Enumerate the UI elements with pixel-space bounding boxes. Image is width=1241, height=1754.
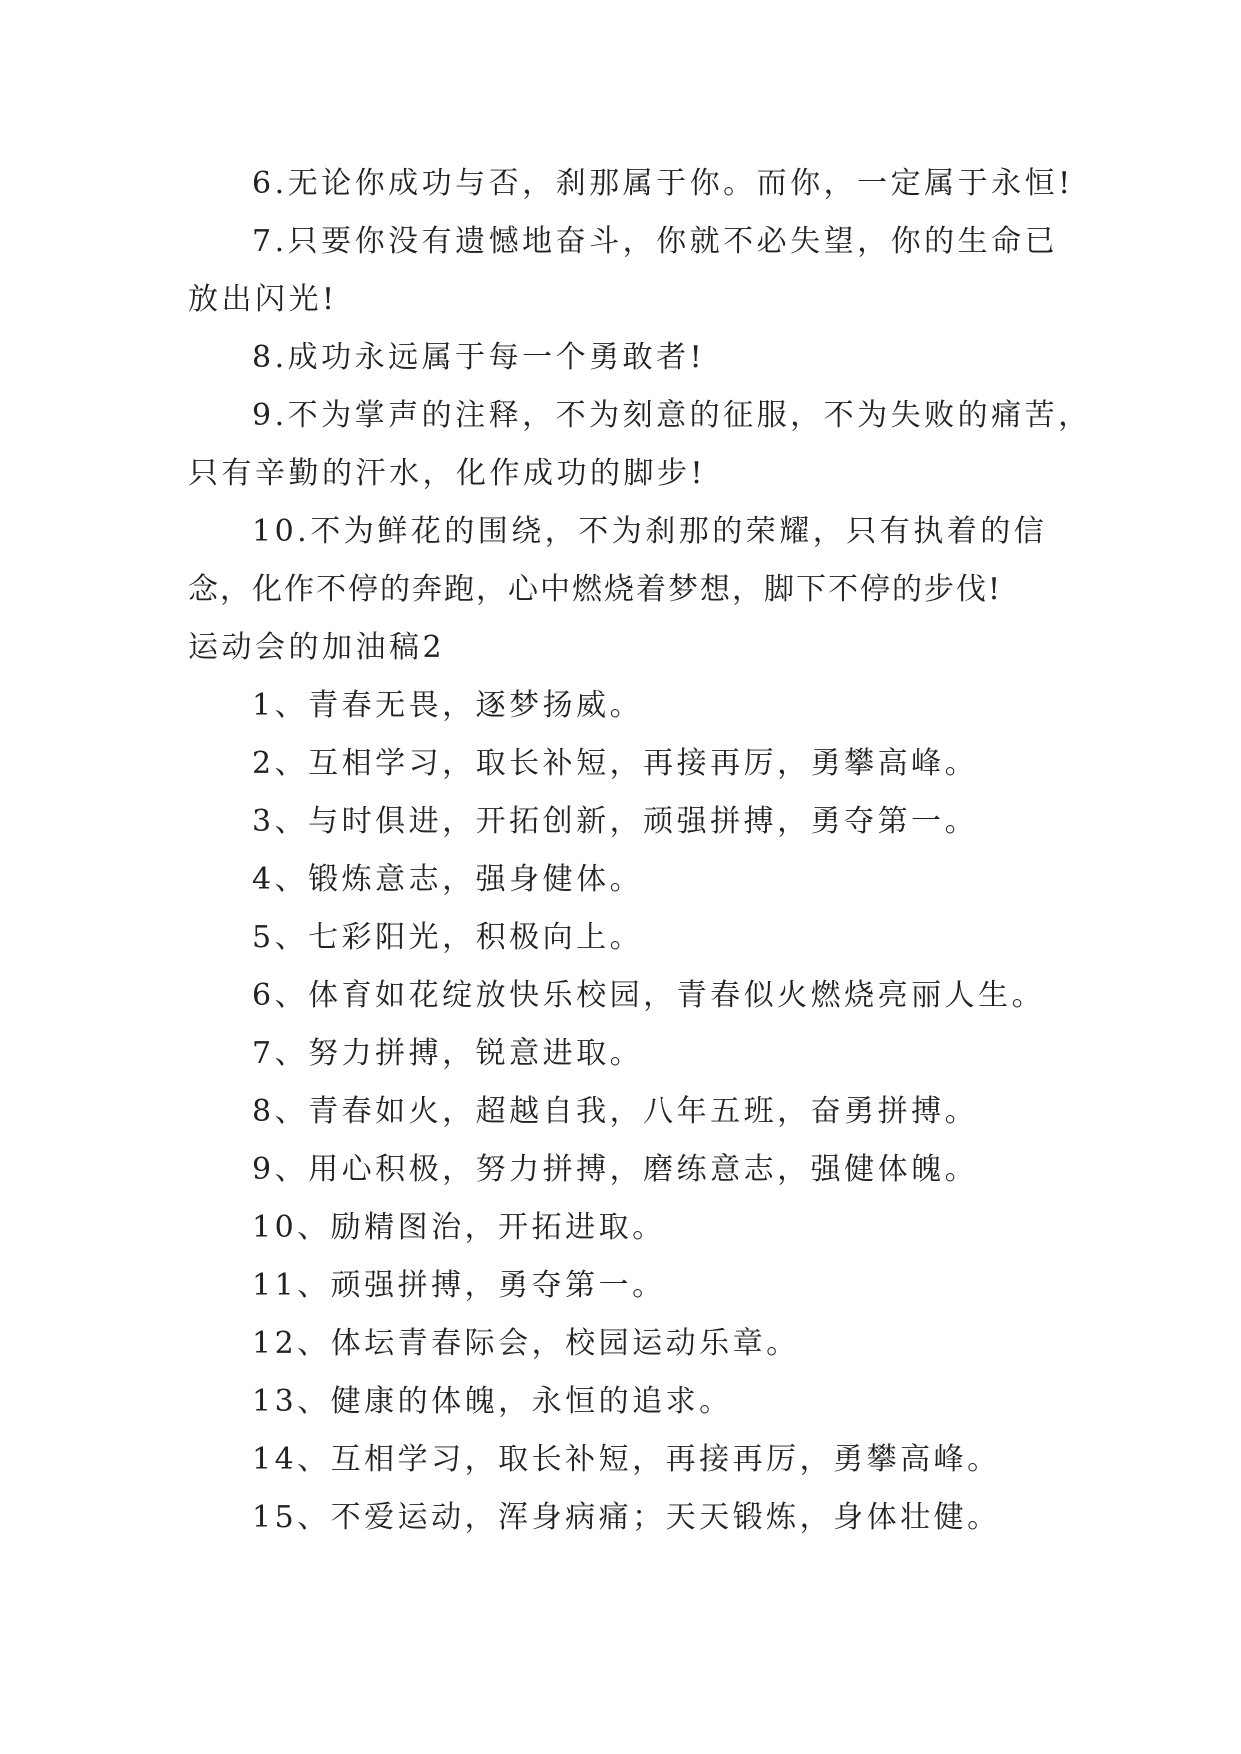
- list-item: 5、七彩阳光，积极向上。: [252, 920, 644, 955]
- list-item: 13、健康的体魄，永恒的追求。: [252, 1384, 733, 1419]
- text-line: 只有辛勤的汗水，化作成功的脚步!: [188, 456, 707, 491]
- text-line: 放出闪光!: [188, 282, 338, 317]
- list-item: 8、青春如火，超越自我，八年五班，奋勇拼搏。: [252, 1094, 979, 1129]
- section-heading: 运动会的加油稿2: [188, 630, 446, 665]
- list-item: 11、顽强拼搏，勇夺第一。: [252, 1268, 666, 1303]
- list-item: 6、体育如花绽放快乐校园，青春似火燃烧亮丽人生。: [252, 978, 1046, 1013]
- text-line: 8.成功永远属于每一个勇敢者!: [252, 340, 706, 375]
- list-item: 12、体坛青春际会，校园运动乐章。: [252, 1326, 800, 1361]
- list-item: 1、青春无畏，逐梦扬威。: [252, 688, 644, 723]
- list-item: 3、与时俱进，开拓创新，顽强拼搏，勇夺第一。: [252, 804, 979, 839]
- list-item: 10、励精图治，开拓进取。: [252, 1210, 666, 1245]
- text-line: 10.不为鲜花的围绕，不为刹那的荣耀，只有执着的信: [252, 514, 1048, 549]
- list-item: 4、锻炼意志，强身健体。: [252, 862, 644, 897]
- document-body: [188, 155, 1092, 1547]
- text-line: 6.无论你成功与否，刹那属于你。而你，一定属于永恒!: [252, 166, 1074, 201]
- text-line: 念，化作不停的奔跑，心中燃烧着梦想，脚下不停的步伐!: [188, 572, 1003, 607]
- list-item: 2、互相学习，取长补短，再接再厉，勇攀高峰。: [252, 746, 979, 781]
- list-item: 14、互相学习，取长补短，再接再厉，勇攀高峰。: [252, 1442, 1001, 1477]
- text-line: 9.不为掌声的注释，不为刻意的征服，不为失败的痛苦，: [252, 398, 1092, 433]
- text-line: 7.只要你没有遗憾地奋斗，你就不必失望，你的生命已: [252, 224, 1059, 259]
- list-item: 15、不爱运动，浑身病痛；天天锻炼，身体壮健。: [252, 1500, 1001, 1535]
- list-item: 9、用心积极，努力拼搏，磨练意志，强健体魄。: [252, 1152, 979, 1187]
- list-item: 7、努力拼搏，锐意进取。: [252, 1036, 644, 1071]
